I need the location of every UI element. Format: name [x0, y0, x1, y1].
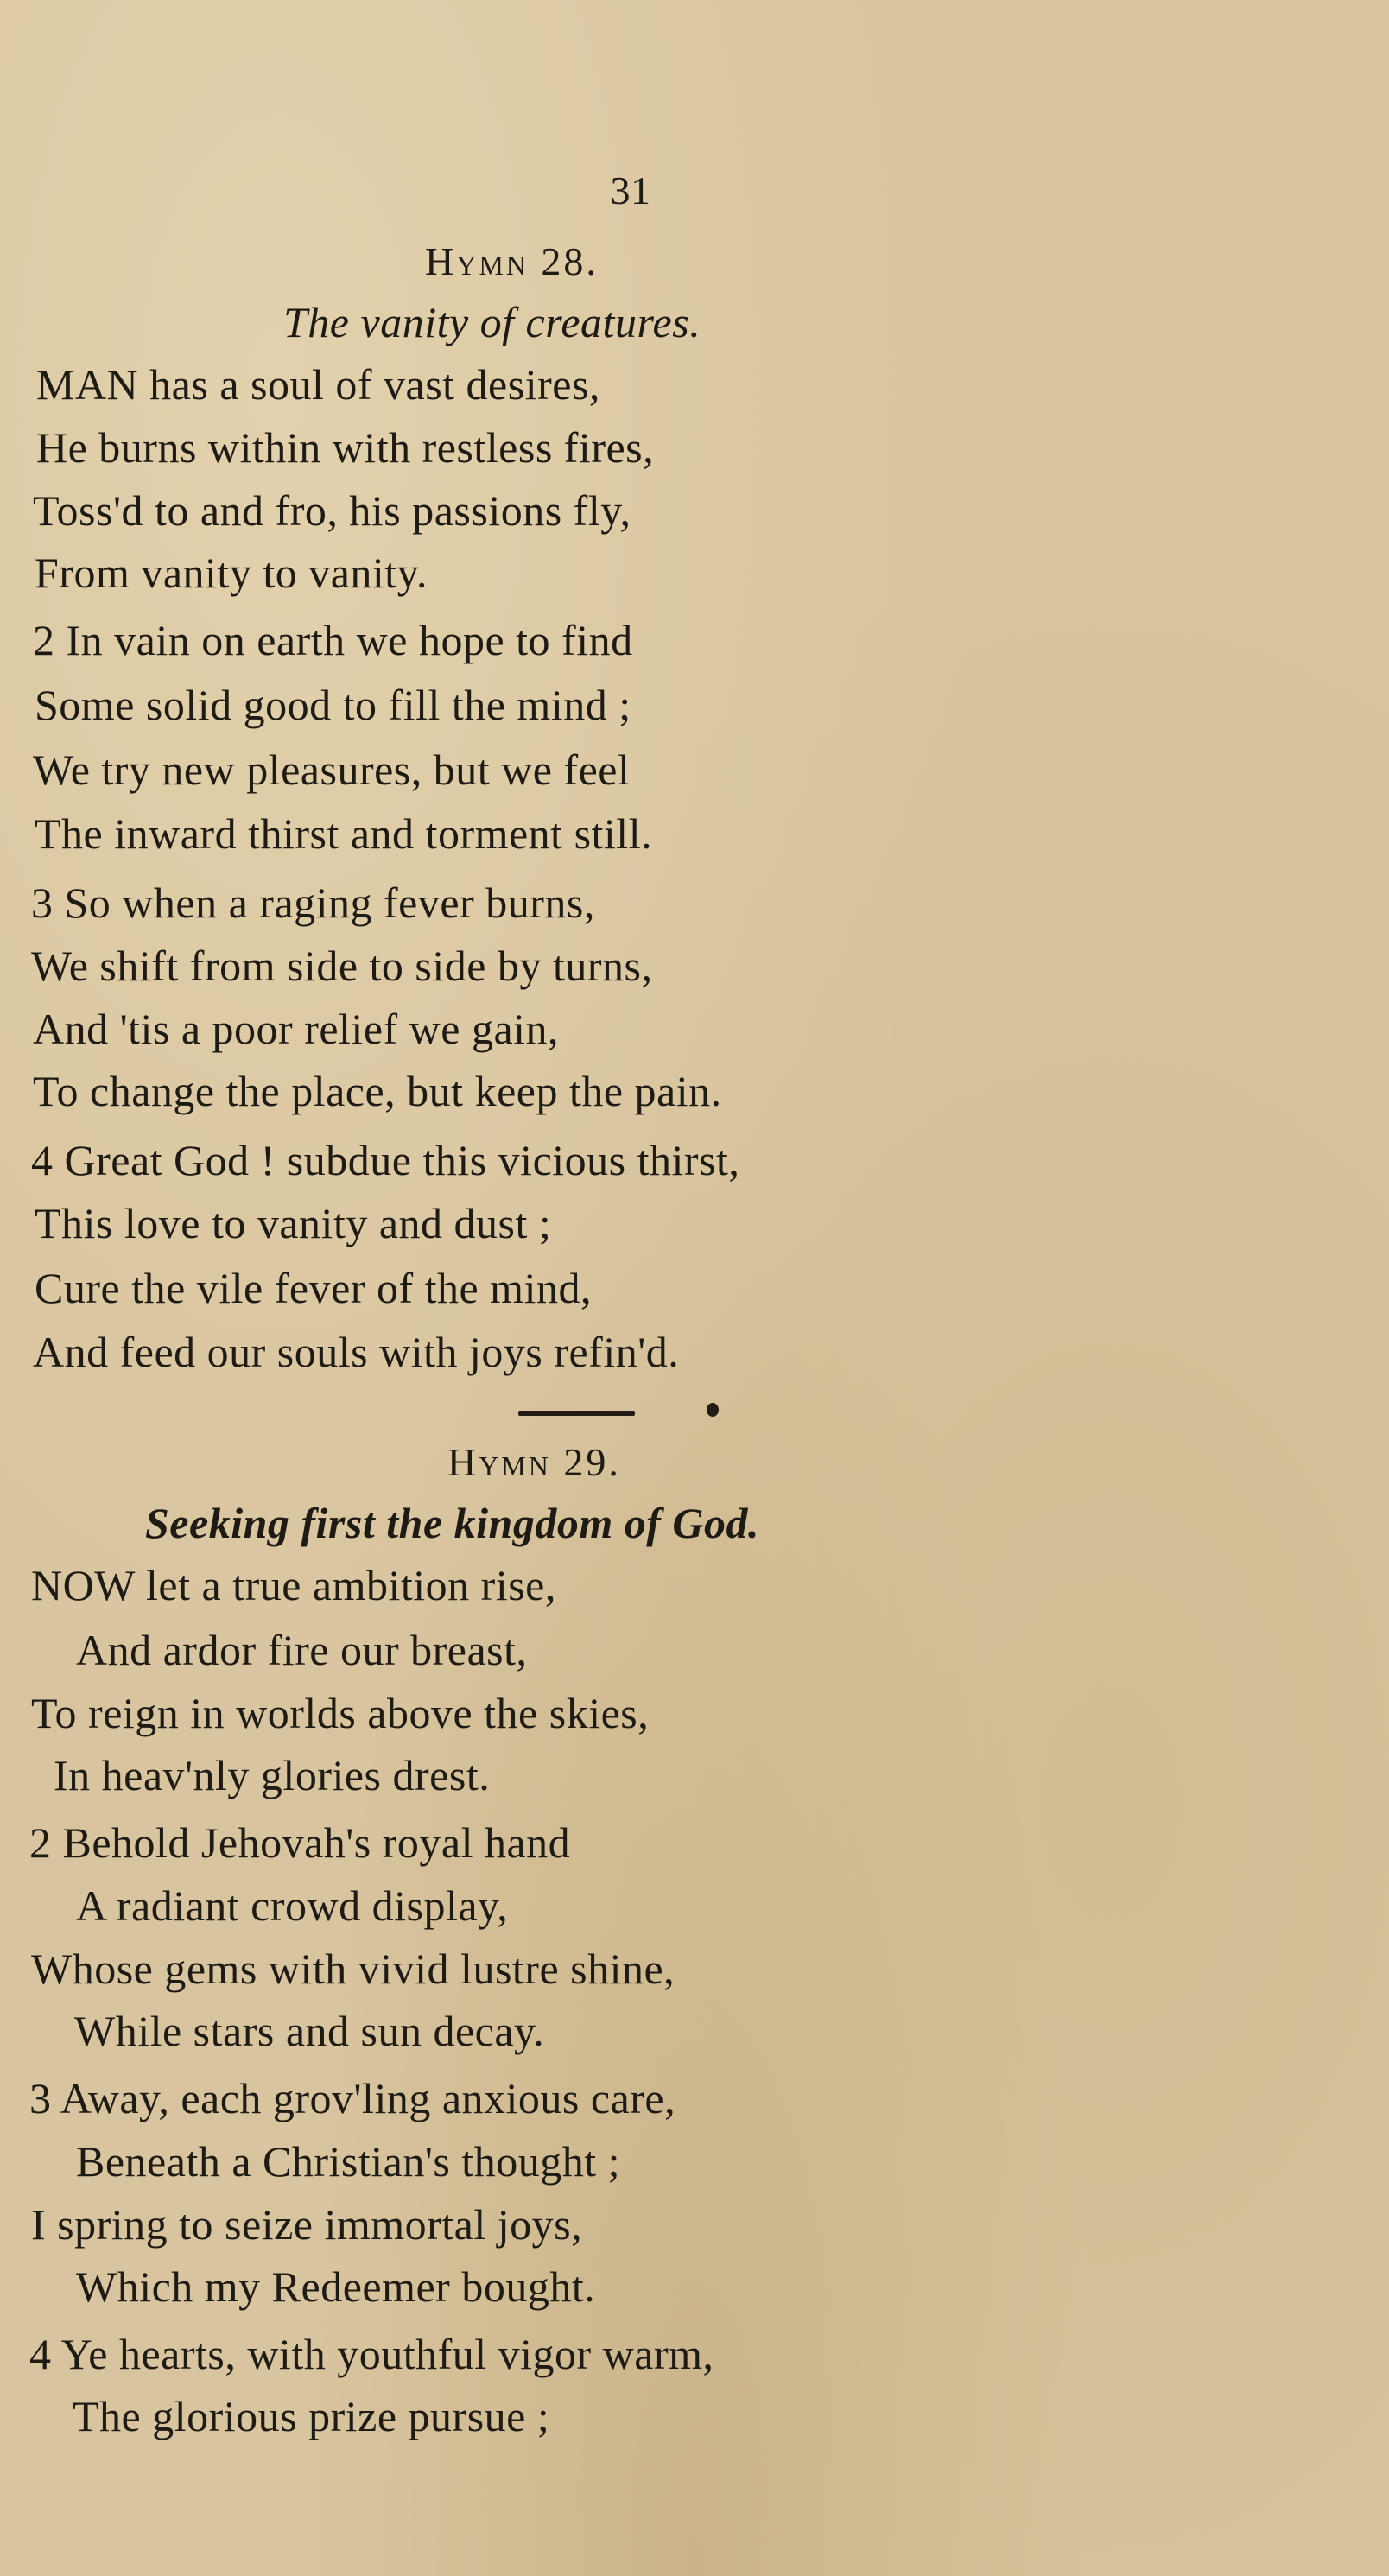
- hymn-29-verse-1-line-2: And ardor fire our breast,: [76, 1626, 528, 1674]
- hymn-29-verse-3-line-1: 3 Away, each grov'ling anxious care,: [29, 2074, 676, 2122]
- hymn-28-verse-4-line-4: And feed our souls with joys refin'd.: [33, 1328, 680, 1376]
- hymn-28-verse-4-line-2: This love to vanity and dust ;: [35, 1199, 552, 1247]
- hymn-28-verse-2-line-4: The inward thirst and torment still.: [35, 809, 653, 858]
- hymn-28-title: Hymn 28.: [425, 239, 599, 283]
- section-divider-ornament: [707, 1403, 719, 1417]
- section-divider-rule: [518, 1411, 635, 1416]
- hymn-29-verse-3-line-3: I spring to seize immortal joys,: [31, 2200, 583, 2249]
- hymn-29-verse-3-line-4: Which my Redeemer bought.: [76, 2262, 596, 2311]
- hymn-28-verse-3-line-1: 3 So when a raging fever burns,: [31, 879, 595, 927]
- hymn-29-verse-4-line-1: 4 Ye hearts, with youthful vigor warm,: [29, 2330, 714, 2378]
- hymn-29-verse-2-line-1: 2 Behold Jehovah's royal hand: [29, 1818, 571, 1867]
- hymn-28-verse-4-line-1: 4 Great God ! subdue this vicious thirst,: [31, 1136, 740, 1184]
- page-number: 31: [610, 168, 651, 213]
- hymn-29-verse-2-line-3: Whose gems with vivid lustre shine,: [31, 1945, 675, 1993]
- hymn-29-verse-2-line-4: While stars and sun decay.: [74, 2007, 545, 2055]
- hymn-29-verse-1-line-1: NOW let a true ambition rise,: [31, 1561, 556, 1609]
- hymn-29-subtitle: Seeking first the kingdom of God.: [145, 1499, 759, 1547]
- hymn-28-verse-3-line-2: We shift from side to side by turns,: [31, 942, 653, 990]
- hymn-28-verse-1-line-1: MAN has a soul of vast desires,: [36, 360, 600, 409]
- hymn-29-verse-2-line-2: A radiant crowd display,: [76, 1881, 509, 1930]
- hymn-28-verse-1-line-4: From vanity to vanity.: [35, 549, 428, 597]
- hymn-28-verse-4-line-3: Cure the vile fever of the mind,: [35, 1264, 592, 1312]
- hymn-29-verse-1-line-3: To reign in worlds above the skies,: [31, 1689, 650, 1737]
- hymn-28-verse-3-line-4: To change the place, but keep the pain.: [33, 1067, 722, 1115]
- hymn-29-title: Hymn 29.: [447, 1440, 621, 1484]
- hymn-28-verse-2-line-3: We try new pleasures, but we feel: [33, 746, 631, 794]
- hymn-28-verse-3-line-3: And 'tis a poor relief we gain,: [33, 1005, 560, 1053]
- hymn-29-verse-4-line-2: The glorious prize pursue ;: [73, 2392, 550, 2440]
- hymn-28-verse-2-line-1: 2 In vain on earth we hope to find: [33, 616, 633, 664]
- hymn-28-subtitle: The vanity of creatures.: [283, 298, 701, 346]
- hymn-28-verse-2-line-2: Some solid good to fill the mind ;: [35, 681, 631, 729]
- hymn-29-verse-3-line-2: Beneath a Christian's thought ;: [76, 2137, 620, 2186]
- hymn-29-verse-1-line-4: In heav'nly glories drest.: [54, 1751, 491, 1799]
- hymn-28-verse-1-line-3: Toss'd to and fro, his passions fly,: [33, 486, 631, 535]
- hymn-28-verse-1-line-2: He burns within with restless fires,: [36, 423, 655, 472]
